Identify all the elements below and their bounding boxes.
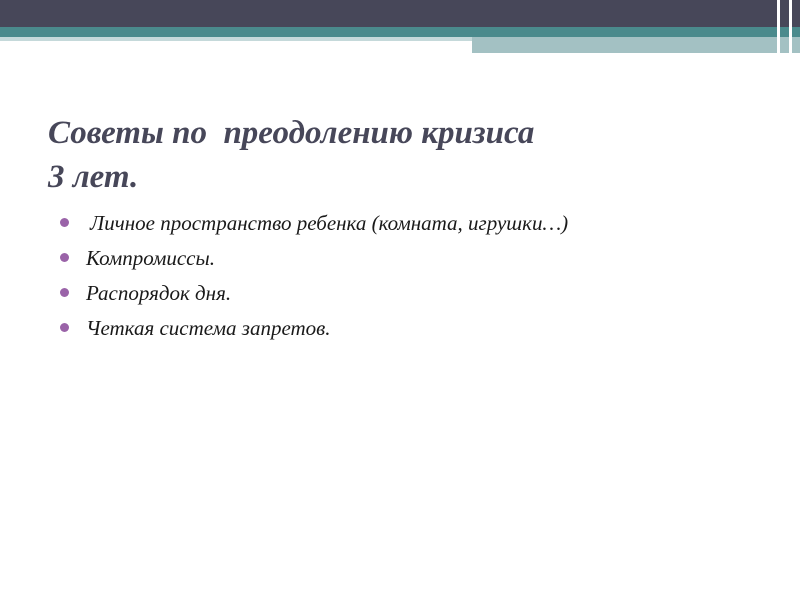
corner-stripe: [777, 0, 780, 53]
list-item: [60, 276, 780, 311]
bullet-dot-icon: [60, 288, 69, 297]
bullet-dot-icon: [60, 323, 69, 332]
bullet-text: Четкая система запретов.: [86, 316, 331, 340]
list-item: [60, 311, 780, 346]
list-item: [60, 241, 780, 276]
bullet-list: [60, 206, 780, 346]
slide-title: [48, 111, 768, 199]
bullet-text: Распорядок дня.: [86, 281, 232, 305]
title-line-2: 3 лет.: [48, 159, 139, 195]
bullet-dot-icon: [60, 218, 69, 227]
bullet-dot-icon: [60, 253, 69, 262]
bullet-text: Компромиссы.: [86, 246, 215, 270]
header-band-dark: [0, 0, 800, 27]
header-band-light-right: [472, 37, 800, 53]
list-item: [60, 206, 780, 241]
corner-stripe: [789, 0, 792, 53]
header-band-light-left: [0, 37, 472, 41]
title-line-1: Советы по преодолению кризиса: [48, 115, 535, 151]
header-band-teal: [0, 27, 800, 37]
bullet-text: Личное пространство ребенка (комната, игрушки…): [90, 211, 569, 235]
